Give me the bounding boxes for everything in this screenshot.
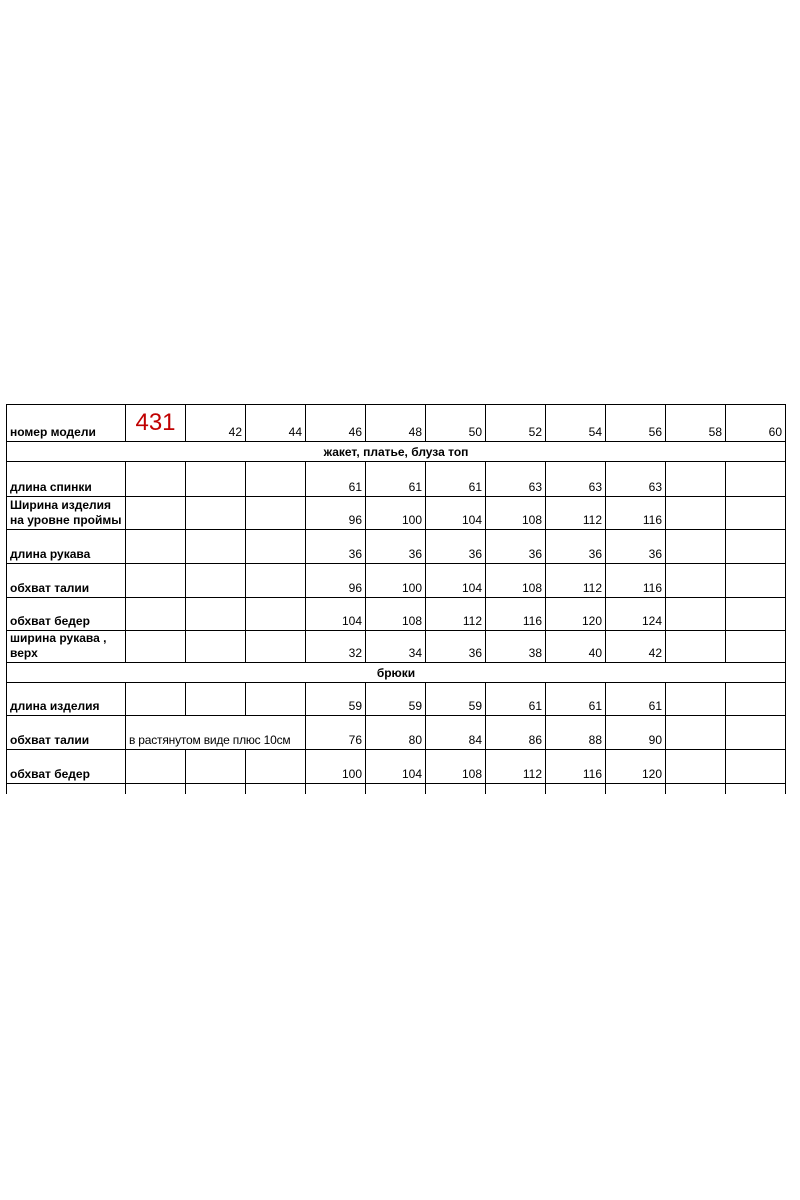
table-row bbox=[7, 631, 786, 663]
empty-cell bbox=[186, 750, 246, 784]
empty-cell bbox=[246, 462, 306, 497]
empty-cell bbox=[486, 784, 546, 794]
table-row bbox=[7, 497, 786, 530]
empty-cell bbox=[186, 564, 246, 598]
size-header: 48 bbox=[366, 405, 426, 442]
value-cell: 38 bbox=[486, 631, 546, 663]
value-cell: 120 bbox=[606, 750, 666, 784]
table-row bbox=[7, 598, 786, 631]
value-cell: 100 bbox=[366, 564, 426, 598]
value-cell bbox=[666, 497, 726, 530]
value-cell: 32 bbox=[306, 631, 366, 663]
model-number: 431 bbox=[126, 405, 186, 442]
empty-cell bbox=[426, 784, 486, 794]
empty-cell bbox=[126, 530, 186, 564]
empty-cell bbox=[666, 784, 726, 794]
empty-cell bbox=[126, 631, 186, 663]
value-cell: 36 bbox=[306, 530, 366, 564]
value-cell: 76 bbox=[306, 716, 366, 750]
value-cell: 100 bbox=[366, 497, 426, 530]
value-cell: 42 bbox=[606, 631, 666, 663]
empty-cell bbox=[246, 631, 306, 663]
value-cell bbox=[726, 530, 786, 564]
value-cell: 100 bbox=[306, 750, 366, 784]
value-cell bbox=[726, 497, 786, 530]
value-cell: 96 bbox=[306, 497, 366, 530]
value-cell: 104 bbox=[366, 750, 426, 784]
empty-cell bbox=[366, 784, 426, 794]
value-cell bbox=[666, 750, 726, 784]
value-cell: 59 bbox=[306, 683, 366, 716]
value-cell: 124 bbox=[606, 598, 666, 631]
row-label: длина рукава bbox=[7, 530, 126, 564]
size-header: 52 bbox=[486, 405, 546, 442]
table-row bbox=[7, 564, 786, 598]
value-cell: 61 bbox=[366, 462, 426, 497]
table-tail-row bbox=[7, 784, 786, 794]
empty-cell bbox=[606, 784, 666, 794]
size-header: 42 bbox=[186, 405, 246, 442]
value-cell: 34 bbox=[366, 631, 426, 663]
section-title: брюки bbox=[7, 663, 786, 683]
value-cell: 59 bbox=[426, 683, 486, 716]
empty-cell bbox=[246, 750, 306, 784]
value-cell bbox=[726, 564, 786, 598]
value-cell bbox=[666, 716, 726, 750]
empty-cell bbox=[126, 598, 186, 631]
empty-cell bbox=[186, 497, 246, 530]
empty-cell bbox=[546, 784, 606, 794]
value-cell: 112 bbox=[486, 750, 546, 784]
value-cell: 40 bbox=[546, 631, 606, 663]
empty-cell bbox=[726, 784, 786, 794]
row-note: в растянутом виде плюс 10см bbox=[126, 716, 306, 750]
empty-cell bbox=[246, 530, 306, 564]
value-cell: 112 bbox=[546, 564, 606, 598]
value-cell: 108 bbox=[426, 750, 486, 784]
value-cell: 80 bbox=[366, 716, 426, 750]
value-cell: 116 bbox=[486, 598, 546, 631]
value-cell: 61 bbox=[426, 462, 486, 497]
empty-cell bbox=[186, 784, 246, 794]
empty-cell bbox=[126, 497, 186, 530]
value-cell: 63 bbox=[606, 462, 666, 497]
value-cell: 108 bbox=[486, 497, 546, 530]
value-cell bbox=[666, 631, 726, 663]
value-cell: 88 bbox=[546, 716, 606, 750]
size-header: 58 bbox=[666, 405, 726, 442]
header-row bbox=[7, 405, 786, 442]
size-chart-body bbox=[7, 405, 786, 794]
row-label: ширина рукава , верх bbox=[7, 631, 126, 663]
table-row bbox=[7, 750, 786, 784]
row-label: Ширина изделия на уровне проймы bbox=[7, 497, 126, 530]
value-cell: 61 bbox=[546, 683, 606, 716]
row-label: обхват бедер bbox=[7, 750, 126, 784]
section-title-row bbox=[7, 442, 786, 462]
size-header: 46 bbox=[306, 405, 366, 442]
size-header: 50 bbox=[426, 405, 486, 442]
value-cell: 108 bbox=[366, 598, 426, 631]
value-cell bbox=[666, 462, 726, 497]
value-cell: 112 bbox=[546, 497, 606, 530]
table-row bbox=[7, 683, 786, 716]
empty-cell bbox=[126, 564, 186, 598]
empty-cell bbox=[126, 784, 186, 794]
row-label: обхват бедер bbox=[7, 598, 126, 631]
value-cell: 36 bbox=[486, 530, 546, 564]
table-row bbox=[7, 462, 786, 497]
empty-cell bbox=[246, 784, 306, 794]
value-cell bbox=[666, 564, 726, 598]
row-label: обхват талии bbox=[7, 716, 126, 750]
empty-cell bbox=[246, 598, 306, 631]
empty-cell bbox=[186, 462, 246, 497]
value-cell: 61 bbox=[306, 462, 366, 497]
table-row bbox=[7, 716, 786, 750]
value-cell: 36 bbox=[426, 631, 486, 663]
value-cell bbox=[666, 598, 726, 631]
size-header: 60 bbox=[726, 405, 786, 442]
empty-cell bbox=[186, 683, 246, 716]
section-title: жакет, платье, блуза топ bbox=[7, 442, 786, 462]
value-cell: 84 bbox=[426, 716, 486, 750]
empty-cell bbox=[7, 784, 126, 794]
value-cell: 120 bbox=[546, 598, 606, 631]
table-row bbox=[7, 530, 786, 564]
size-header: 56 bbox=[606, 405, 666, 442]
value-cell: 36 bbox=[426, 530, 486, 564]
value-cell: 104 bbox=[426, 564, 486, 598]
value-cell: 36 bbox=[546, 530, 606, 564]
value-cell bbox=[726, 683, 786, 716]
value-cell: 108 bbox=[486, 564, 546, 598]
value-cell: 36 bbox=[606, 530, 666, 564]
empty-cell bbox=[126, 462, 186, 497]
section-title-row bbox=[7, 663, 786, 683]
value-cell bbox=[666, 530, 726, 564]
value-cell: 96 bbox=[306, 564, 366, 598]
value-cell: 63 bbox=[486, 462, 546, 497]
header-label: номер модели bbox=[7, 405, 126, 442]
value-cell: 112 bbox=[426, 598, 486, 631]
value-cell: 59 bbox=[366, 683, 426, 716]
empty-cell bbox=[126, 750, 186, 784]
size-header: 54 bbox=[546, 405, 606, 442]
empty-cell bbox=[126, 683, 186, 716]
size-chart-table bbox=[6, 404, 786, 794]
row-label: длина изделия bbox=[7, 683, 126, 716]
value-cell: 116 bbox=[546, 750, 606, 784]
row-label: обхват талии bbox=[7, 564, 126, 598]
value-cell: 90 bbox=[606, 716, 666, 750]
empty-cell bbox=[186, 598, 246, 631]
value-cell bbox=[666, 683, 726, 716]
value-cell bbox=[726, 631, 786, 663]
empty-cell bbox=[186, 530, 246, 564]
size-header: 44 bbox=[246, 405, 306, 442]
value-cell: 63 bbox=[546, 462, 606, 497]
value-cell bbox=[726, 750, 786, 784]
empty-cell bbox=[246, 683, 306, 716]
value-cell: 36 bbox=[366, 530, 426, 564]
empty-cell bbox=[306, 784, 366, 794]
empty-cell bbox=[186, 631, 246, 663]
value-cell bbox=[726, 598, 786, 631]
value-cell: 116 bbox=[606, 497, 666, 530]
empty-cell bbox=[246, 497, 306, 530]
value-cell: 61 bbox=[606, 683, 666, 716]
value-cell: 86 bbox=[486, 716, 546, 750]
value-cell: 61 bbox=[486, 683, 546, 716]
empty-cell bbox=[246, 564, 306, 598]
value-cell bbox=[726, 716, 786, 750]
row-label: длина спинки bbox=[7, 462, 126, 497]
value-cell: 104 bbox=[426, 497, 486, 530]
value-cell bbox=[726, 462, 786, 497]
value-cell: 116 bbox=[606, 564, 666, 598]
value-cell: 104 bbox=[306, 598, 366, 631]
